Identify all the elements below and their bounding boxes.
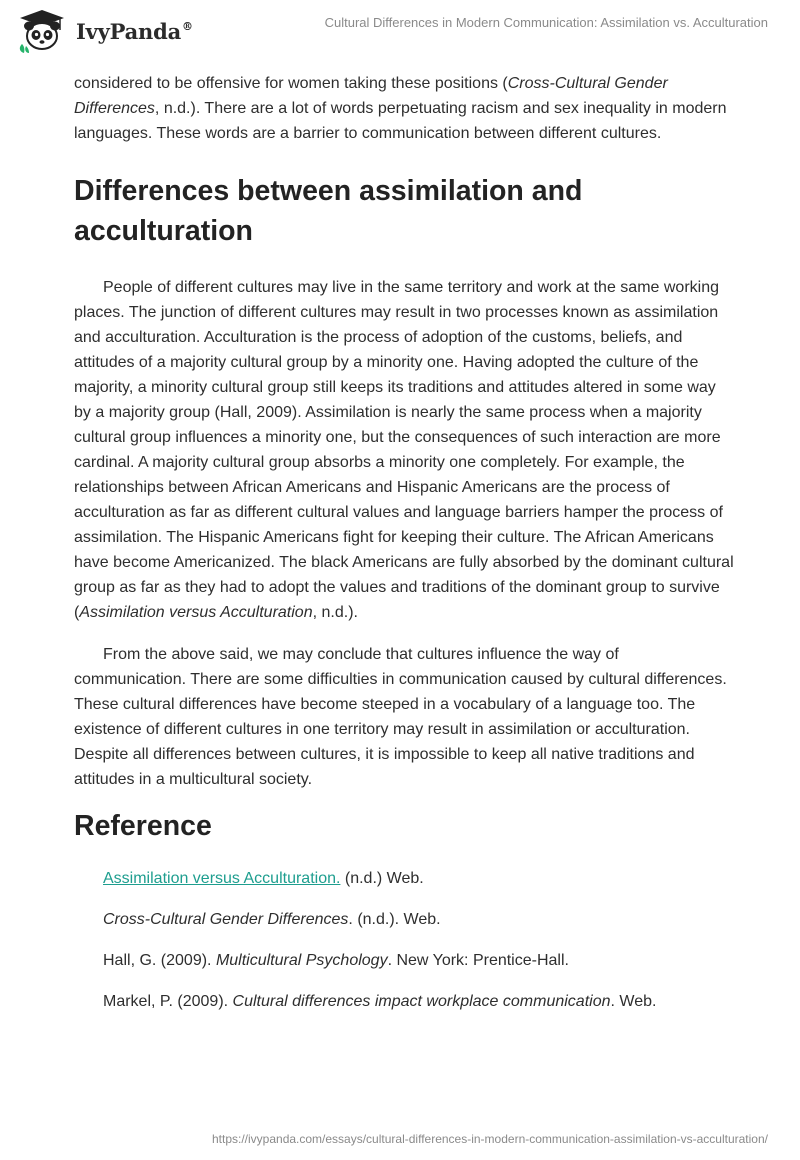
body-paragraph-2: From the above said, we may conclude that cultures influence the way of communication. There are some difficulties in communication caused by cultural differences. These cultural differences have become steeped in a vocabulary of a language too. The existence of different cultures in one territory may result in assimilation or acculturation. Despite all differences between cultures, it is impossible to keep all native traditions and attitudes in a multicultural society. — [74, 646, 727, 788]
reference-author: Hall, G. (2009). — [103, 952, 216, 969]
reference-list — [74, 866, 734, 1014]
logo-wordmark — [76, 19, 193, 44]
essay-content — [74, 71, 734, 1030]
panda-icon — [14, 8, 70, 54]
page-header — [0, 0, 800, 62]
reference-item — [103, 907, 734, 932]
intro-citation: Cross-Cultural Gender Differences — [74, 75, 668, 117]
para1-citation: Assimilation versus Acculturation — [79, 604, 313, 621]
reference-rest: . (n.d.). Web. — [348, 911, 441, 928]
reference-item — [103, 866, 734, 891]
reference-item — [103, 989, 734, 1014]
registered-mark: ® — [182, 19, 193, 33]
reference-heading: Reference — [74, 810, 212, 842]
reference-rest: (n.d.) Web. — [340, 870, 424, 887]
reference-title: Cultural differences impact workplace communication — [232, 993, 611, 1010]
footer-url: https://ivypanda.com/essays/cultural-differences-in-modern-communication-assimilation-vs-acculturation/ — [211, 1132, 768, 1146]
intro-paragraph — [74, 71, 734, 146]
reference-rest: . Web. — [610, 993, 657, 1010]
document-title: Cultural Differences in Modern Communication: Assimilation vs. Acculturation — [324, 15, 768, 30]
section-heading-differences: Differences between assimilation and acculturation — [74, 175, 583, 247]
reference-item — [103, 948, 734, 973]
reference-title: Multicultural Psychology — [215, 952, 388, 969]
para1-text-end: , n.d.). — [312, 604, 358, 621]
reference-author: Markel, P. (2009). — [103, 993, 233, 1010]
intro-text-end: , n.d.). There are a lot of words perpetuating racism and sex inequality in modern languages. These words are a barrier to communication between different cultures. — [74, 100, 727, 142]
reference-rest: . New York: Prentice-Hall. — [387, 952, 569, 969]
body-paragraph-1 — [74, 275, 734, 625]
intro-text: considered to be offensive for women taking these positions ( — [74, 75, 508, 92]
reference-title: Cross-Cultural Gender Differences — [103, 911, 349, 928]
ivypanda-logo[interactable] — [14, 8, 193, 54]
logo-text: IvyPanda — [76, 18, 182, 44]
para1-text: People of different cultures may live in the same territory and work at the same working places. The junction of different cultures may result in two processes known as assimilation and acculturation. Acculturation is the process of adoption of the customs, beliefs, and attitudes of a majority cultural group by a minority one. Having adopted the culture of the majority, a minority cultural group still keeps its traditions and attitudes altered in some way by a majority group (Hall, 2009). Assimilation is nearly the same process when a majority cultural group influences a minority one, but the consequences of such interaction are more cardinal. A majority cultural group absorbs a minority one completely. For example, the relationships between African Americans and Hispanic Americans are the process of acculturation as far as different cultural values and language barriers hamper the process of assimilation. The Hispanic Americans fight for keeping their culture. The African Americans have become Americanized. The black Americans are fully absorbed by the dominant cultural group as far as they had to adopt the values and traditions of the dominant group to survive ( — [74, 279, 734, 621]
reference-link[interactable]: Assimilation versus Acculturation. — [103, 870, 341, 887]
